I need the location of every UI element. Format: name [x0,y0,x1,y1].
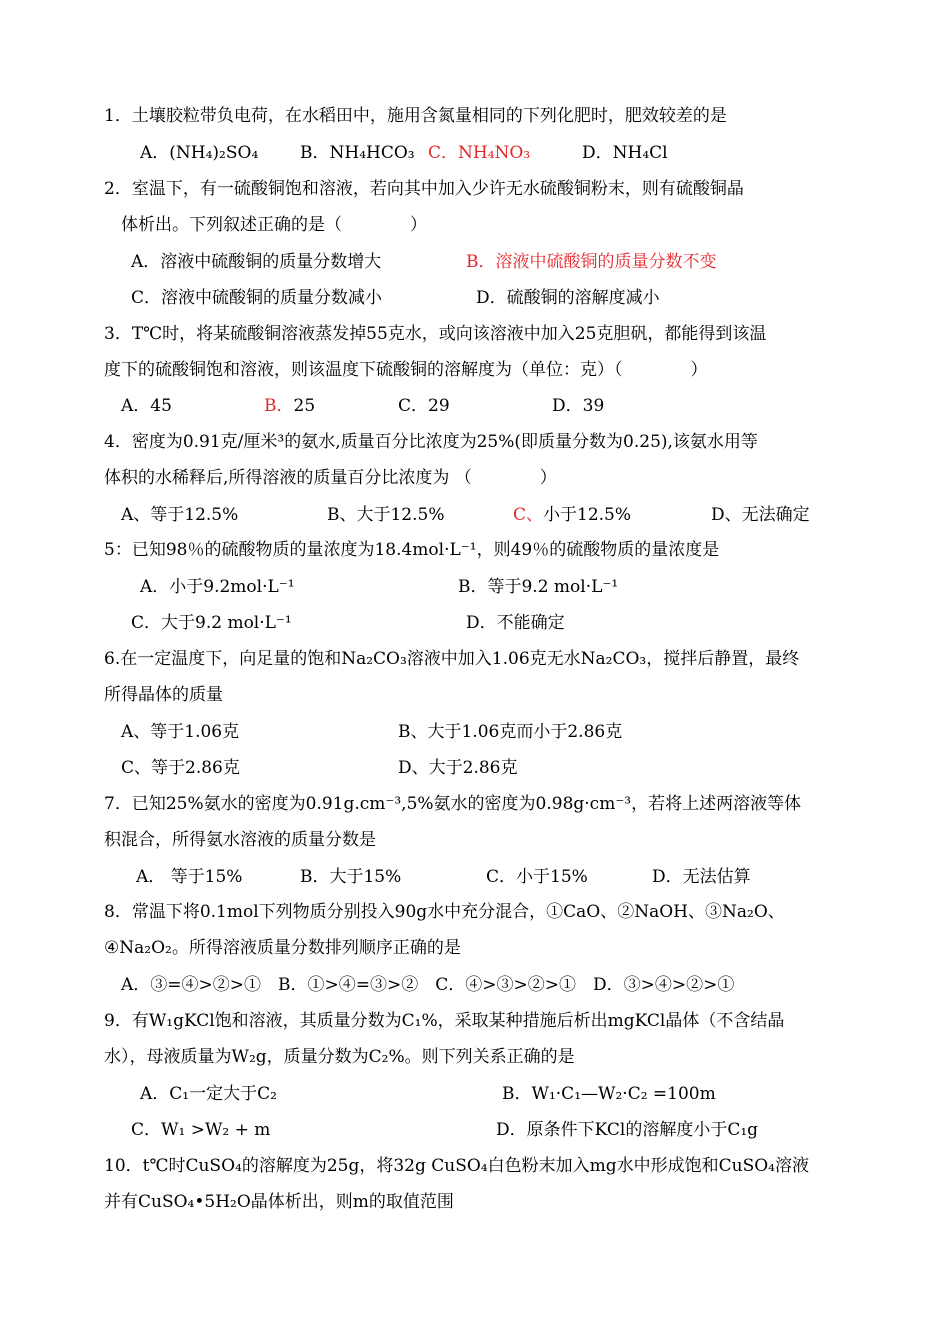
q8-stem-line1: 8．常温下将0.1mol下列物质分别投入90g水中充分混合，①CaO、②NaOH、③Na₂O、 [104,902,785,922]
q10-stem-line1: 10．t℃时CuSO₄的溶解度为25g，将32g CuSO₄白色粉末加入mg水中形成饱和CuSO₄溶液 [104,1156,809,1176]
q1-option-a: A．(NH₄)₂SO₄ [140,143,259,163]
q2-option-a: A．溶液中硫酸铜的质量分数增大 [131,252,382,272]
q8-options: A．③=④>②>① B．①>④=③>② C．④>③>②>① D．③>④>②>① [121,975,735,995]
q3-option-b-value: 25 [293,396,316,416]
q7-option-b: B．大于15% [300,867,402,887]
q9-option-b: B．W₁·C₁—W₂·C₂ =100m [502,1084,716,1104]
q4-option-c-letter-answer: C、 [513,505,544,525]
q3-option-b [264,395,315,417]
q9-stem-line1: 9．有W₁gKCl饱和溶液，其质量分数为C₁%，采取某种措施后析出mgKCl晶体（不含结晶 [104,1011,785,1031]
q6-option-d: D、大于2.86克 [398,758,518,778]
q5-option-b: B．等于9.2 mol·L⁻¹ [458,577,619,597]
q3-stem-line2: 度下的硫酸铜饱和溶液，则该温度下硫酸铜的溶解度为（单位：克）（ ） [104,360,708,380]
q4-stem-line1: 4．密度为0.91克/厘米³的氨水,质量百分比浓度为25%(即质量分数为0.25),该氨水用等 [104,432,758,452]
q4-option-d: D、无法确定 [711,505,810,525]
q1-option-b: B．NH₄HCO₃ [300,143,415,163]
q9-stem-line2: 水），母液质量为W₂g，质量分数为C₂%。则下列关系正确的是 [104,1047,575,1067]
q4-option-b: B、大于12.5% [327,505,445,525]
q6-stem-line1: 6.在一定温度下，向足量的饱和Na₂CO₃溶液中加入1.06克无水Na₂CO₃，搅拌后静置，最终 [104,649,800,669]
q5-stem: 5：已知98％的硫酸物质的量浓度为18.4mol·L⁻¹，则49％的硫酸物质的量浓度是 [104,540,720,560]
q7-stem-line2: 积混合，所得氨水溶液的质量分数是 [104,830,376,850]
q1-stem: 1．土壤胶粒带负电荷，在水稻田中，施用含氮量相同的下列化肥时，肥效较差的是 [104,106,727,126]
q7-option-c: C．小于15% [486,867,588,887]
q2-option-b-answer: B．溶液中硫酸铜的质量分数不变 [466,252,717,272]
q1-option-c-answer: C．NH₄NO₃ [428,143,531,163]
q3-option-a: A．45 [121,396,172,416]
q8-stem-line2: ④Na₂O₂。所得溶液质量分数排列顺序正确的是 [104,938,461,958]
q7-option-a: A． 等于15% [136,867,243,887]
q2-stem-line1: 2．室温下，有一硫酸铜饱和溶液，若向其中加入少许无水硫酸铜粉末，则有硫酸铜晶 [104,179,744,199]
q5-option-c: C．大于9.2 mol·L⁻¹ [131,613,292,633]
q6-option-b: B、大于1.06克而小于2.86克 [398,722,623,742]
q7-option-d: D．无法估算 [652,867,751,887]
q4-option-a: A、等于12.5% [121,505,239,525]
q5-option-d: D．不能确定 [466,613,565,633]
q4-option-c [513,504,631,526]
q2-stem-line2: 体析出。下列叙述正确的是（ ） [121,215,427,235]
q7-stem-line1: 7．已知25%氨水的密度为0.91g.cm⁻³,5%氨水的密度为0.98g·cm⁻³，若将上述两溶液等体 [104,794,802,814]
q10-stem-line2: 并有CuSO₄•5H₂O晶体析出，则m的取值范围 [104,1192,454,1212]
q3-option-c: C．29 [398,396,450,416]
q6-option-a: A、等于1.06克 [121,722,240,742]
q2-option-d: D．硫酸铜的溶解度减小 [476,288,660,308]
q6-stem-line2: 所得晶体的质量 [104,685,223,705]
q9-option-d: D．原条件下KCl的溶解度小于C₁g [496,1120,759,1140]
q2-option-c: C．溶液中硫酸铜的质量分数减小 [131,288,383,308]
q4-option-c-value: 小于12.5% [543,505,632,525]
q5-option-a: A．小于9.2mol·L⁻¹ [140,577,295,597]
q3-option-b-letter-answer: B． [264,396,294,416]
q9-option-a: A．C₁一定大于C₂ [140,1084,277,1104]
q9-option-c: C．W₁ >W₂ + m [131,1120,271,1140]
q6-option-c: C、等于2.86克 [121,758,240,778]
q3-stem-line1: 3．T℃时，将某硫酸铜溶液蒸发掉55克水，或向该溶液中加入25克胆矾，都能得到该温 [104,324,767,344]
q1-option-d: D．NH₄Cl [582,143,668,163]
q3-option-d: D．39 [552,396,605,416]
q4-stem-line2: 体积的水稀释后,所得溶液的质量百分比浓度为 （ ） [104,468,557,488]
